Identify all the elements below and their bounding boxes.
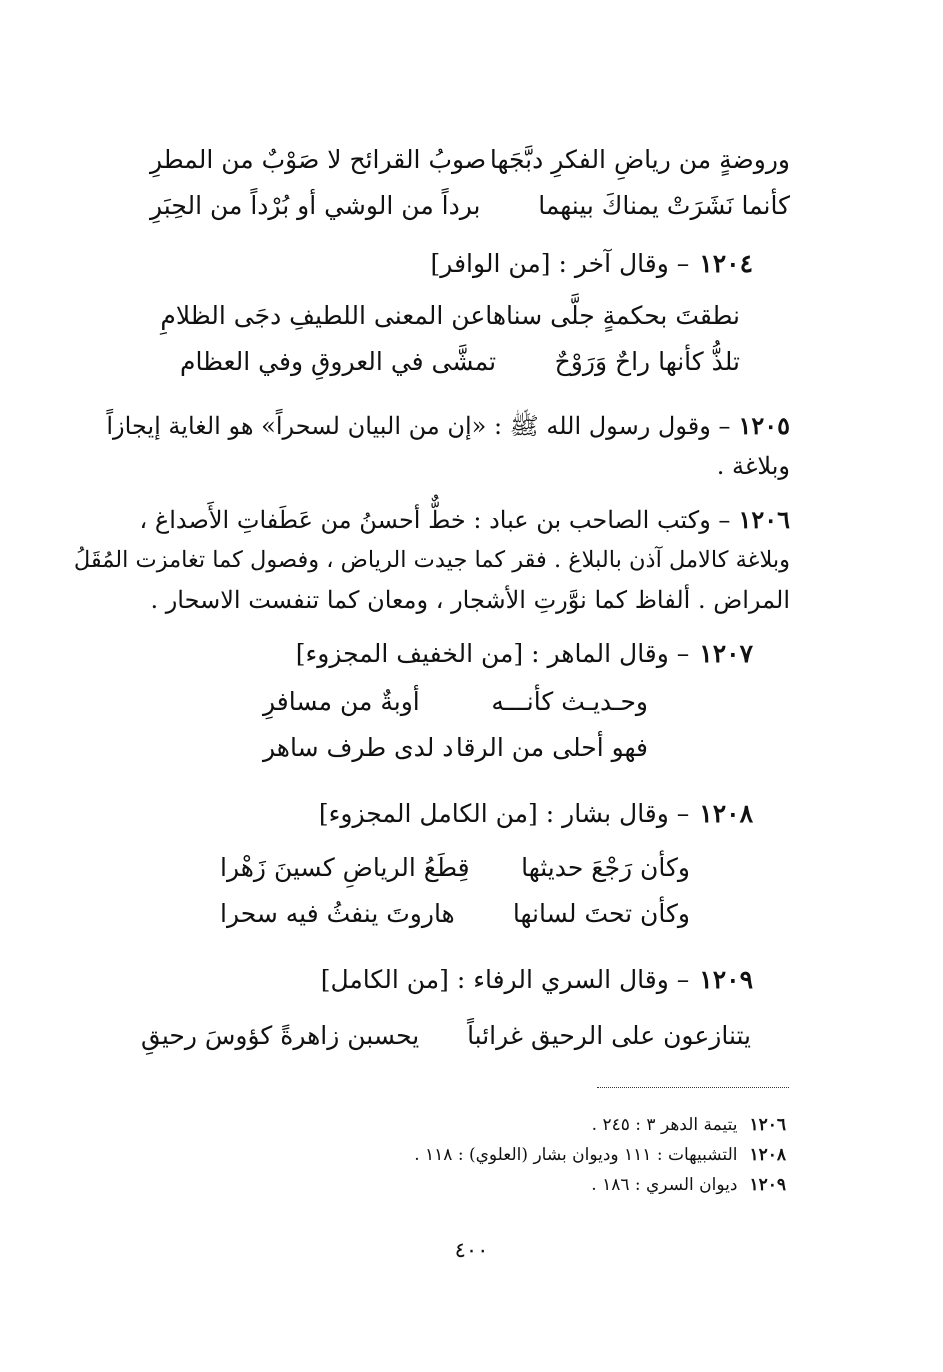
section-heading-1204	[431, 244, 753, 284]
section-number: ١٢٠٦	[738, 505, 790, 534]
section-heading-1208	[319, 794, 753, 834]
verse-first-hemistich: وكأن تحتَ لسانها	[512, 899, 690, 928]
section-number: ١٢٠٧	[699, 639, 753, 668]
section-number: ١٢٠٩	[699, 965, 753, 994]
section-heading-1207	[296, 634, 753, 674]
paragraph-1205	[106, 406, 790, 486]
verse-second-hemistich: صوبُ القرائح لا صَوْبٌ من المطرِ	[150, 145, 487, 174]
verse-second-hemistich: تمشَّى في العروقِ وفي العظام	[180, 347, 497, 376]
verse-second-hemistich: د لدى طرف ساهر	[263, 733, 454, 762]
verse-second-hemistich: قِطَعُ الرياضِ كسينَ زَهْرا	[220, 853, 470, 882]
footnote-text: التشبيهات : ١١١ وديوان بشار (العلوي) : ١١٨ .	[414, 1145, 738, 1165]
footnote-number: ١٢٠٨	[749, 1145, 786, 1165]
paragraph-line: وبلاغة .	[716, 452, 790, 480]
verse-first-hemistich: فهو أحلى من الرقا	[455, 733, 648, 762]
verse-second-hemistich: برداً من الوشي أو بُرْداً من الحِبَرِ	[150, 191, 481, 220]
verse-line	[180, 342, 740, 382]
footnote-number: ١٢٠٦	[749, 1115, 786, 1135]
paragraph-line: ١٢٠٥– وقول رسول الله ﷺ : «إن من البيان لسحراً» هو الغاية إيجازاً	[106, 411, 790, 440]
verse-second-hemistich: عن المعنى اللطيفِ دجَى الظلامِ	[160, 301, 486, 330]
footnote	[592, 1112, 786, 1138]
footnote-divider	[597, 1087, 789, 1088]
section-heading-1209	[321, 960, 753, 1000]
verse-line	[150, 140, 790, 180]
verse-line	[150, 186, 790, 226]
paragraph-line: وبلاغة كالامل آذن بالبلاغ . فقر كما جيدت الرياض ، وفصول كما تغامزت المُقَلُ	[73, 547, 790, 573]
verse-first-hemistich: وروضةٍ من رياضِ الفكرِ دبَّجَها	[489, 145, 790, 174]
section-number: ١٢٠٥	[738, 411, 790, 440]
paragraph-1206	[73, 500, 790, 620]
verse-line	[220, 848, 690, 888]
section-intro: – وقال السري الرفاء : [من الكامل]	[320, 965, 690, 994]
section-number: ١٢٠٤	[699, 249, 753, 278]
verse-second-hemistich: أوبةٌ من مسافرِ	[263, 687, 420, 716]
verse-first-hemistich: وحـديـث كأنـــه	[491, 687, 648, 716]
verse-second-hemistich: يحسبن زاهرةً كؤوسَ رحيقِ	[141, 1021, 420, 1050]
verse-first-hemistich: يتنازعون على الرحيق غرائباً	[467, 1021, 751, 1050]
footnote	[591, 1172, 786, 1198]
footnote	[414, 1142, 786, 1168]
verse-first-hemistich: تلذُّ كأنها راحٌ وَرَوْحٌ	[554, 347, 740, 376]
section-intro: – وقال آخر : [من الوافر]	[430, 249, 690, 278]
footnote-number: ١٢٠٩	[749, 1175, 786, 1195]
section-intro: – وقال بشار : [من الكامل المجزوء]	[318, 799, 690, 828]
verse-first-hemistich: نطقتَ بحكمةٍ جلَّى سناها	[485, 301, 740, 330]
verse-line	[141, 1016, 751, 1056]
footnote-text: ديوان السري : ١٨٦ .	[591, 1175, 738, 1195]
footnote-text: يتيمة الدهر ٣ : ٢٤٥ .	[591, 1115, 738, 1135]
section-intro: – وقال الماهر : [من الخفيف المجزوء]	[295, 639, 690, 668]
paragraph-line: ١٢٠٦– وكتب الصاحب بن عباد : خطٌّ أحسنُ من عَطَفاتِ الأَصداغ ،	[139, 505, 790, 534]
section-number: ١٢٠٨	[699, 799, 753, 828]
verse-line	[263, 728, 648, 768]
verse-first-hemistich: وكأن رَجْعَ حديثها	[521, 853, 690, 882]
verse-line	[220, 894, 690, 934]
page-number: ٤٠٠	[454, 1238, 489, 1262]
verse-line	[160, 296, 740, 336]
paragraph-line: المراض . ألفاظ كما نوَّرتِ الأشجار ، ومعان كما تنفست الاسحار .	[150, 586, 790, 614]
verse-line	[263, 682, 648, 722]
verse-first-hemistich: كأنما نَشَرَتْ يمناكَ بينهما	[538, 191, 790, 220]
verse-second-hemistich: هاروتَ ينفثُ فيه سحرا	[220, 899, 455, 928]
